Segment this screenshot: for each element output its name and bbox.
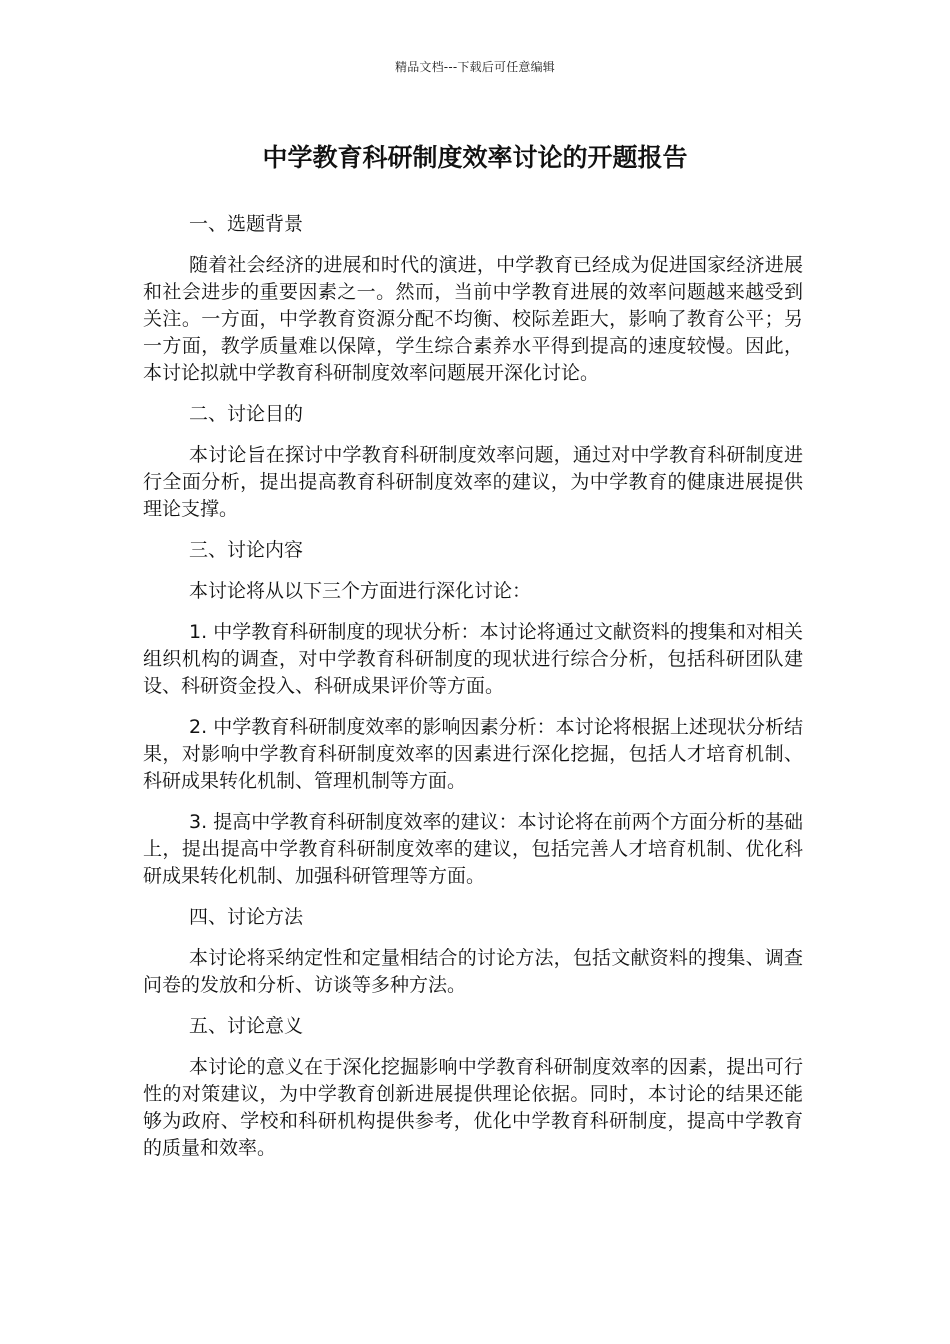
section-heading: 一、选题背景	[189, 213, 304, 235]
section-heading: 二、讨论目的	[189, 403, 304, 425]
list-item: 1. 中学教育科研制度的现状分析：本讨论将通过文献资料的搜集和对相关组织机构的调查，对中学教育科研制度的现状进行综合分析，包括科研团队建设、科研资金投入、科研成果评价等方面。	[143, 621, 803, 697]
paragraph: 本讨论旨在探讨中学教育科研制度效率问题，通过对中学教育科研制度进行全面分析，提出提高教育科研制度效率的建议，为中学教育的健康进展提供理论支撑。	[143, 444, 803, 520]
paragraph: 本讨论的意义在于深化挖掘影响中学教育科研制度效率的因素，提出可行性的对策建议，为中学教育创新进展提供理论依据。同时，本讨论的结果还能够为政府、学校和科研机构提供参考，优化中学教育科研制度，提高中学教育的质量和效率。	[143, 1056, 803, 1159]
document-body	[143, 211, 803, 1176]
paragraph: 随着社会经济的进展和时代的演进，中学教育已经成为促进国家经济进展和社会进步的重要因素之一。然而，当前中学教育进展的效率问题越来越受到关注。一方面，中学教育资源分配不均衡、校际差距大，影响了教育公平；另一方面，教学质量难以保障，学生综合素养水平得到提高的速度较慢。因此，本讨论拟就中学教育科研制度效率问题展开深化讨论。	[143, 254, 803, 384]
paragraph: 本讨论将从以下三个方面进行深化讨论：	[189, 580, 532, 602]
section-heading: 四、讨论方法	[189, 906, 304, 928]
section-heading: 三、讨论内容	[189, 539, 304, 561]
section-background	[143, 211, 803, 387]
document-title: 中学教育科研制度效率讨论的开题报告	[262, 143, 688, 172]
section-purpose	[143, 401, 803, 523]
section-method	[143, 904, 803, 999]
header-note: 精品文档---下载后可任意编辑	[395, 60, 555, 74]
list-item: 3. 提高中学教育科研制度效率的建议：本讨论将在前两个方面分析的基础上，提出提高中学教育科研制度效率的建议，包括完善人才培育机制、优化科研成果转化机制、加强科研管理等方面。	[143, 811, 803, 887]
list-item: 2. 中学教育科研制度效率的影响因素分析：本讨论将根据上述现状分析结果，对影响中学教育科研制度效率的因素进行深化挖掘，包括人才培育机制、科研成果转化机制、管理机制等方面。	[143, 716, 803, 792]
paragraph: 本讨论将采纳定性和定量相结合的讨论方法，包括文献资料的搜集、调查问卷的发放和分析、访谈等多种方法。	[143, 947, 803, 996]
section-heading: 五、讨论意义	[189, 1015, 304, 1037]
section-content	[143, 537, 803, 890]
section-significance	[143, 1013, 803, 1162]
